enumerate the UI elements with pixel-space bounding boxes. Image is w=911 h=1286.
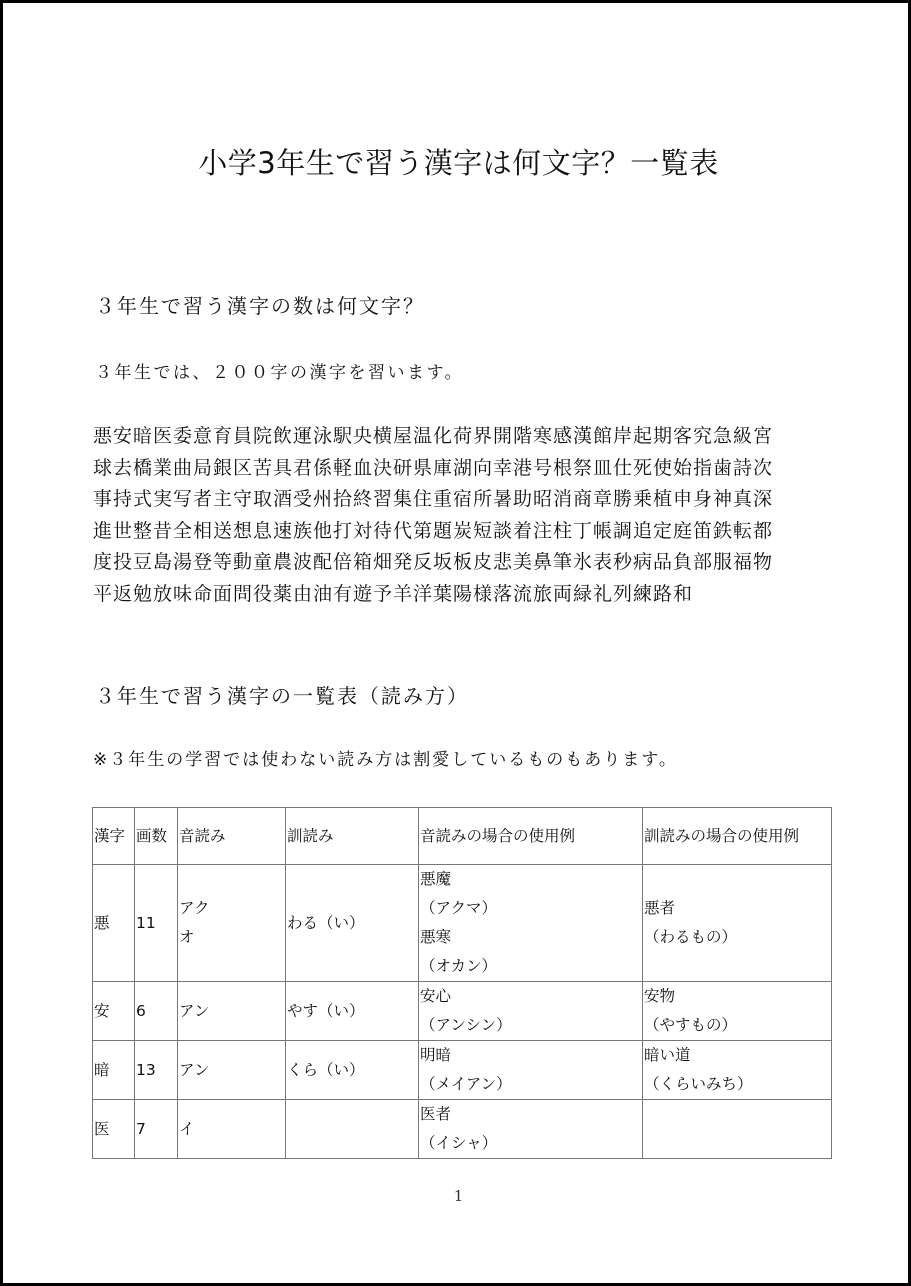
header-kun-reading: 訓読み <box>286 808 419 865</box>
kanji-list <box>93 421 833 610</box>
kanji-line: 進世整昔全相送想息速族他打対待代第題炭短談着注柱丁帳調追定庭笛鉄転都 <box>93 519 774 542</box>
kanji-line: 事持式実写者主守取酒受州拾終習集住重宿所暑助昭消商章勝乗植申身神真深 <box>93 488 774 510</box>
example-reading: （アンシン） <box>420 1016 512 1034</box>
kun-reading: やす（い） <box>287 1001 365 1020</box>
example-reading: （くらいみち） <box>644 1075 753 1093</box>
example-reading: （メイアン） <box>420 1075 512 1093</box>
cell-on-reading <box>178 1100 286 1159</box>
table-note: ※３年生の学習では使わない読み方は割愛しているものもあります。 <box>93 750 678 770</box>
cell-kanji: 暗 <box>93 1041 135 1100</box>
cell-kun-reading <box>286 865 419 982</box>
example-word: 悪者 <box>644 899 676 917</box>
on-reading: オ <box>179 928 195 946</box>
table-row <box>93 1100 832 1159</box>
kanji-line: 度投豆島湯登等動童農波配倍箱畑発反坂板皮悲美鼻筆氷表秒病品負部服福物 <box>93 551 774 573</box>
readings-table <box>92 807 832 1159</box>
on-reading: アク <box>179 899 210 917</box>
cell-kanji: 医 <box>93 1100 135 1159</box>
cell-strokes: 11 <box>135 865 178 982</box>
cell-on-reading <box>178 982 286 1041</box>
on-reading: イ <box>179 1119 195 1138</box>
cell-on-examples <box>419 1041 643 1100</box>
cell-strokes: 7 <box>135 1100 178 1159</box>
table-header-row <box>93 808 832 865</box>
cell-strokes: 13 <box>135 1041 178 1100</box>
cell-kun-reading <box>286 982 419 1041</box>
example-reading: （オカン） <box>420 957 498 975</box>
header-on-reading: 音読み <box>178 808 286 865</box>
on-reading: アン <box>179 1060 210 1079</box>
example-reading: （わるもの） <box>644 928 738 946</box>
cell-on-examples <box>419 982 643 1041</box>
kanji-line: 悪安暗医委意育員院飲運泳駅央横屋温化荷界開階寒感漢館岸起期客究急級宮 <box>93 425 774 447</box>
cell-kun-examples <box>643 1041 832 1100</box>
section-heading-count: ３年生で習う漢字の数は何文字？ <box>95 294 425 318</box>
example-reading: （アクマ） <box>420 899 498 917</box>
cell-on-examples <box>419 865 643 982</box>
header-strokes: 画数 <box>135 808 178 865</box>
example-word: 悪魔 <box>420 870 452 888</box>
page-title: 小学3年生で習う漢字は何文字？一覧表 <box>198 146 719 180</box>
cell-kanji: 悪 <box>93 865 135 982</box>
table-row <box>93 865 832 982</box>
page-number: 1 <box>453 1187 464 1205</box>
header-kanji: 漢字 <box>93 808 135 865</box>
example-reading: （やすもの） <box>644 1016 738 1034</box>
header-kun-examples: 訓読みの場合の使用例 <box>643 808 832 865</box>
cell-kun-examples <box>643 982 832 1041</box>
example-word: 明暗 <box>420 1046 452 1064</box>
kanji-line: 球去橋業曲局銀区苦具君係軽血決研県庫湖向幸港号根祭皿仕死使始指歯詩次 <box>93 456 774 479</box>
table-row <box>93 982 832 1041</box>
example-reading: （イシャ） <box>420 1134 498 1152</box>
kanji-line: 平返勉放味命面問役薬由油有遊予羊洋葉陽様落流旅両緑礼列練路和 <box>93 582 694 605</box>
section-heading-table: ３年生で習う漢字の一覧表（読み方） <box>95 684 469 708</box>
kun-reading: くら（い） <box>287 1060 365 1079</box>
count-statement: ３年生では、２００字の漢字を習います。 <box>95 363 465 383</box>
header-on-examples: 音読みの場合の使用例 <box>419 808 643 865</box>
cell-kun-reading <box>286 1100 419 1159</box>
cell-on-examples <box>419 1100 643 1159</box>
on-reading: アン <box>179 1001 210 1020</box>
example-word: 暗い道 <box>644 1046 691 1064</box>
example-word: 医者 <box>420 1105 452 1123</box>
example-word: 安心 <box>420 987 452 1005</box>
cell-kun-examples <box>643 865 832 982</box>
cell-on-reading <box>178 865 286 982</box>
cell-kun-reading <box>286 1041 419 1100</box>
cell-kun-examples <box>643 1100 832 1159</box>
example-word: 安物 <box>644 987 676 1005</box>
example-word: 悪寒 <box>420 928 452 946</box>
table-row <box>93 1041 832 1100</box>
cell-strokes: 6 <box>135 982 178 1041</box>
cell-kanji: 安 <box>93 982 135 1041</box>
cell-on-reading <box>178 1041 286 1100</box>
kun-reading: わる（い） <box>287 913 365 932</box>
